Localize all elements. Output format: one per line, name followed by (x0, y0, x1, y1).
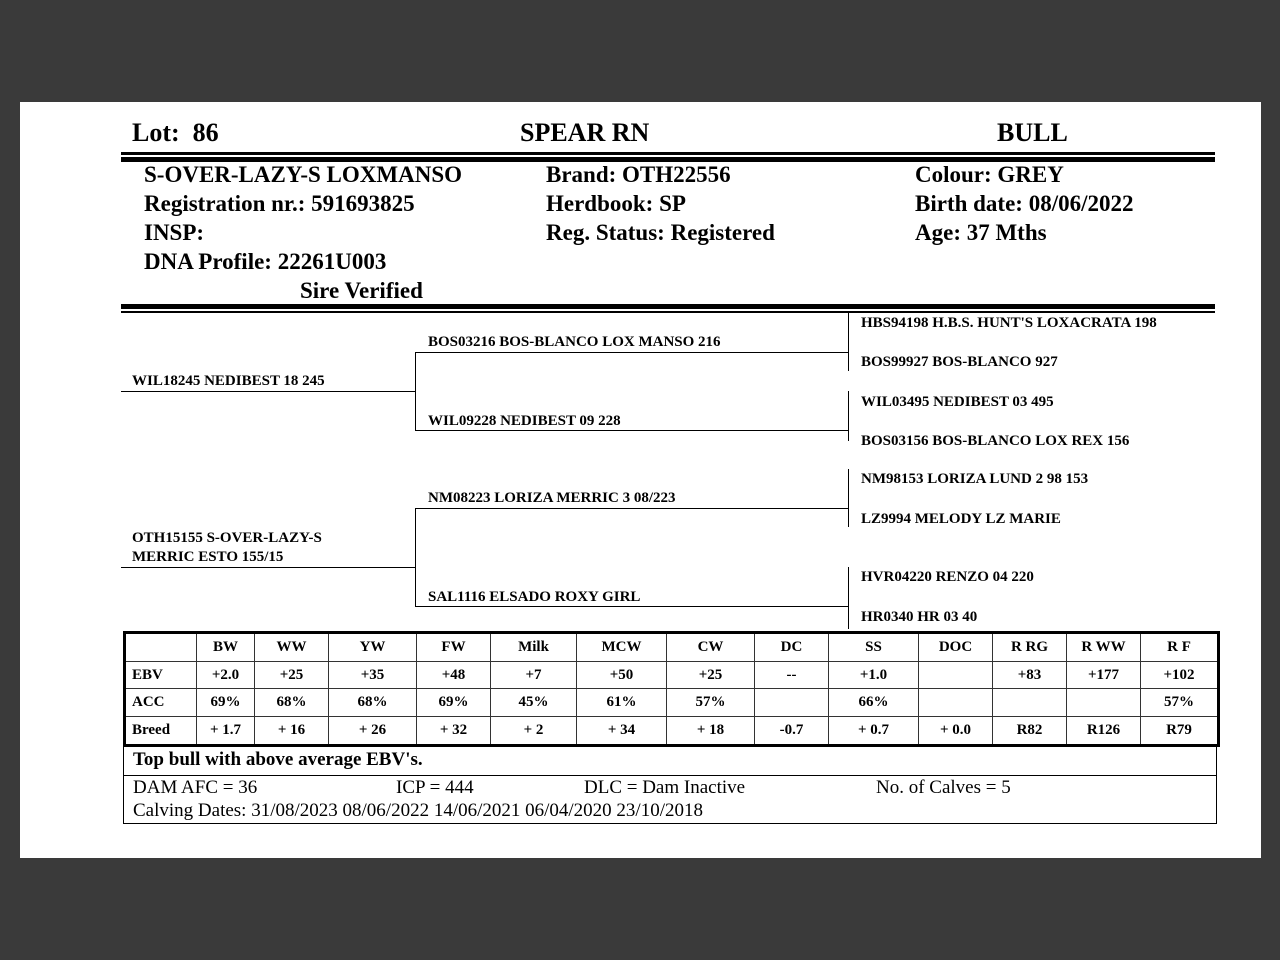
row-label: Breed (125, 717, 197, 746)
ebv-header-cell: R F (1141, 633, 1219, 662)
pedigree-ds-dam: LZ9994 MELODY LZ MARIE (861, 511, 1061, 527)
pedigree-ss-dam: BOS99927 BOS-BLANCO 927 (861, 354, 1058, 370)
pedigree-sd-sire: WIL03495 NEDIBEST 03 495 (861, 394, 1054, 410)
insp-label: INSP: (144, 220, 205, 245)
dam-afc: DAM AFC = 36 (133, 777, 258, 798)
ebv-table (123, 631, 1220, 747)
table-cell (919, 689, 993, 717)
lot-label-text: Lot: (132, 118, 180, 147)
table-cell: + 0.7 (829, 717, 919, 746)
table-cell: +1.0 (829, 661, 919, 689)
animal-sex: BULL (997, 118, 1068, 147)
table-cell: -- (755, 661, 829, 689)
table-cell: 61% (577, 689, 667, 717)
dam-info-box (123, 775, 1217, 824)
lot-card (20, 102, 1261, 858)
table-cell: R126 (1067, 717, 1141, 746)
table-cell: +7 (491, 661, 577, 689)
pedigree-ss-sire: HBS94198 H.B.S. HUNT'S LOXACRATA 198 (861, 315, 1157, 331)
table-cell: +2.0 (197, 661, 255, 689)
table-cell: +25 (255, 661, 329, 689)
pedigree-dam-sire: NM08223 LORIZA MERRIC 3 08/223 (428, 490, 676, 506)
pedigree-dam-dam: SAL1116 ELSADO ROXY GIRL (428, 589, 641, 605)
info-rule-thick (121, 304, 1215, 309)
ebv-header-cell: DOC (919, 633, 993, 662)
pedigree-sire-sire: BOS03216 BOS-BLANCO LOX MANSO 216 (428, 334, 721, 350)
table-cell: +177 (1067, 661, 1141, 689)
table-cell: + 0.0 (919, 717, 993, 746)
calving-dates: Calving Dates: 31/08/2023 08/06/2022 14/06/2021 06/04/2020 23/10/2018 (133, 800, 703, 821)
table-cell: 66% (829, 689, 919, 717)
lot-number: 86 (192, 118, 219, 147)
animal-name: SPEAR RN (520, 118, 650, 147)
ped-vline-ds (848, 469, 849, 527)
table-cell: + 2 (491, 717, 577, 746)
ebv-header-cell: R WW (1067, 633, 1141, 662)
table-cell: +83 (993, 661, 1067, 689)
breed-row (125, 717, 1219, 746)
age: Age: 37 Mths (915, 220, 1047, 245)
sire-verified: Sire Verified (300, 278, 423, 303)
ebv-header-cell: YW (329, 633, 417, 662)
ped-vline-dam (415, 508, 416, 607)
pedigree-dam-line-1: OTH15155 S-OVER-LAZY-S (132, 530, 322, 546)
header-rule-thin (121, 152, 1215, 155)
table-cell: -0.7 (755, 717, 829, 746)
pedigree-sd-dam: BOS03156 BOS-BLANCO LOX REX 156 (861, 433, 1130, 449)
ebv-header-cell (125, 633, 197, 662)
ebv-row (125, 661, 1219, 689)
table-cell (993, 689, 1067, 717)
ped-line-dam (121, 567, 415, 568)
dam-calves: No. of Calves = 5 (876, 777, 1011, 798)
table-cell: 45% (491, 689, 577, 717)
table-cell: + 1.7 (197, 717, 255, 746)
herdbook: Herdbook: SP (546, 191, 686, 216)
table-cell: 57% (667, 689, 755, 717)
info-col-3 (915, 160, 1134, 247)
table-cell (919, 661, 993, 689)
table-cell: +102 (1141, 661, 1219, 689)
pedigree-sire: WIL18245 NEDIBEST 18 245 (132, 373, 325, 389)
row-label: EBV (125, 661, 197, 689)
acc-row (125, 689, 1219, 717)
table-cell: 57% (1141, 689, 1219, 717)
ped-vline-dd (848, 567, 849, 629)
ped-vline-sd (848, 391, 849, 441)
ebv-header-row (125, 633, 1219, 662)
table-cell: + 34 (577, 717, 667, 746)
ebv-header-cell: DC (755, 633, 829, 662)
table-cell: +35 (329, 661, 417, 689)
ped-line-sire-sire (415, 352, 848, 353)
ped-line-sire-dam (415, 430, 848, 431)
reg-status: Reg. Status: Registered (546, 220, 775, 245)
lot-label (132, 118, 219, 148)
ebv-header-cell: WW (255, 633, 329, 662)
table-cell: + 18 (667, 717, 755, 746)
table-cell (1067, 689, 1141, 717)
table-cell: + 26 (329, 717, 417, 746)
ebv-header-cell: R RG (993, 633, 1067, 662)
ped-line-dam-dam (415, 606, 848, 607)
ebv-header-cell: FW (417, 633, 491, 662)
ped-vline-ss (848, 313, 849, 371)
ped-line-dam-sire (415, 508, 848, 509)
registration-number: Registration nr.: 591693825 (144, 191, 415, 216)
table-cell: 68% (329, 689, 417, 717)
ped-vline-sire (415, 352, 416, 431)
table-cell: + 16 (255, 717, 329, 746)
ebv-header-cell: MCW (577, 633, 667, 662)
table-cell: 69% (417, 689, 491, 717)
ebv-header-cell: CW (667, 633, 755, 662)
dna-profile: DNA Profile: 22261U003 (144, 249, 387, 274)
colour: Colour: GREY (915, 162, 1064, 187)
dam-dlc: DLC = Dam Inactive (584, 777, 746, 798)
row-label: ACC (125, 689, 197, 717)
table-cell: 69% (197, 689, 255, 717)
table-cell: +25 (667, 661, 755, 689)
table-cell: +50 (577, 661, 667, 689)
pedigree-dd-sire: HVR04220 RENZO 04 220 (861, 569, 1034, 585)
ebv-header-cell: Milk (491, 633, 577, 662)
table-cell: +48 (417, 661, 491, 689)
comment-text: Top bull with above average EBV's. (133, 749, 423, 770)
table-cell: R79 (1141, 717, 1219, 746)
info-rule-thin (121, 311, 1215, 313)
ebv-header-cell: BW (197, 633, 255, 662)
pedigree-sire-dam: WIL09228 NEDIBEST 09 228 (428, 413, 621, 429)
pedigree-dam (132, 529, 322, 567)
ped-line-sire (121, 391, 415, 392)
table-cell: 68% (255, 689, 329, 717)
table-cell (755, 689, 829, 717)
ebv-header-cell: SS (829, 633, 919, 662)
pedigree-ds-sire: NM98153 LORIZA LUND 2 98 153 (861, 471, 1089, 487)
info-col-2 (546, 160, 775, 247)
comment-box (123, 747, 1217, 776)
table-cell: R82 (993, 717, 1067, 746)
table-cell: + 32 (417, 717, 491, 746)
birth-date: Birth date: 08/06/2022 (915, 191, 1134, 216)
breeder-name: S-OVER-LAZY-S LOXMANSO (144, 162, 463, 187)
dam-icp: ICP = 444 (396, 777, 474, 798)
brand: Brand: OTH22556 (546, 162, 731, 187)
info-col-1 (144, 160, 462, 305)
pedigree-dam-line-2: MERRIC ESTO 155/15 (132, 549, 284, 565)
pedigree-dd-dam: HR0340 HR 03 40 (861, 609, 978, 625)
